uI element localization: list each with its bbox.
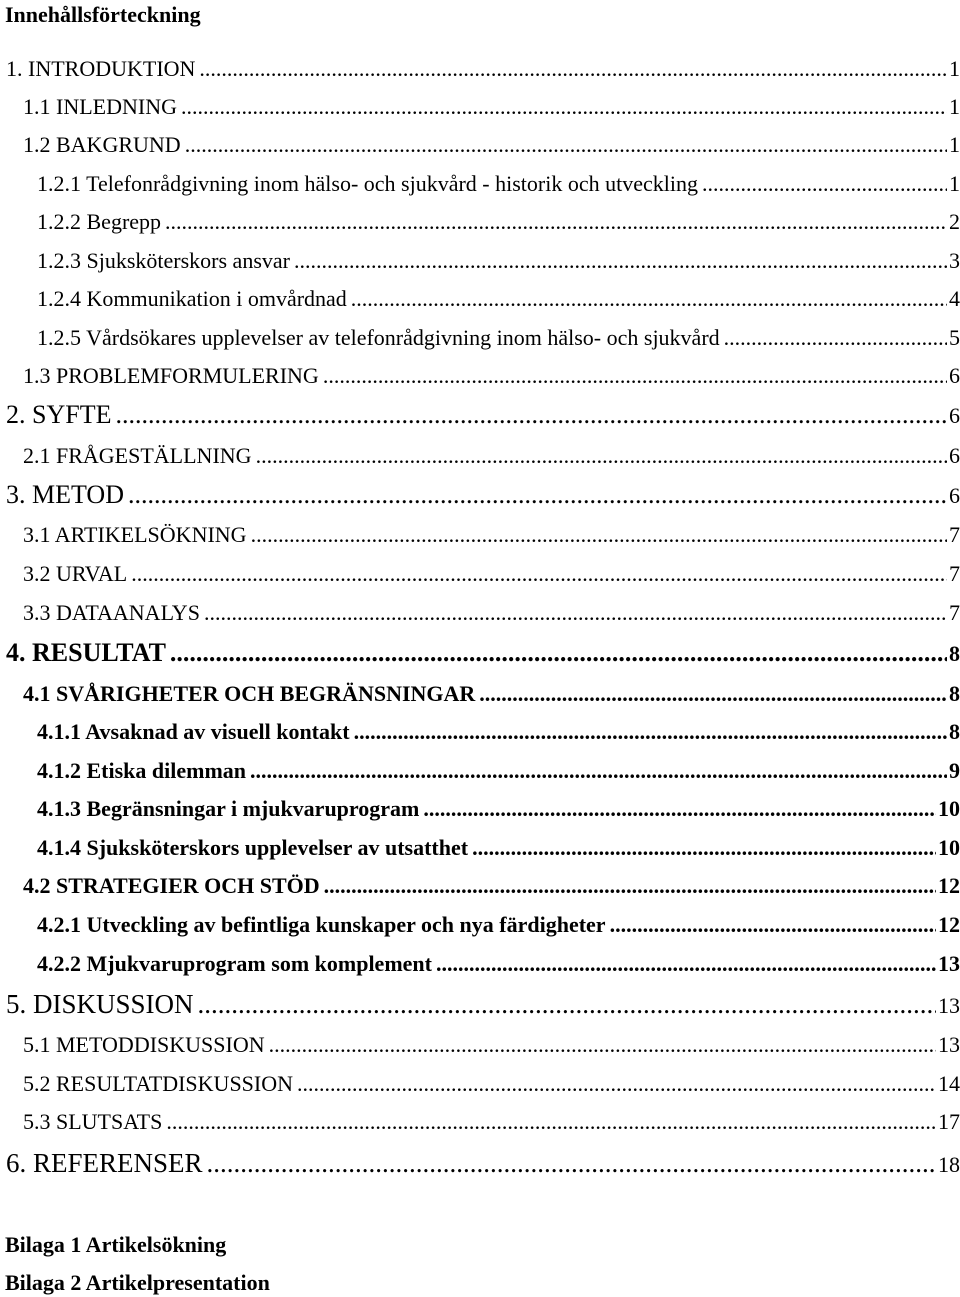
- toc-entry-title: 4.1.3 Begränsningar i mjukvaruprogram: [37, 796, 420, 821]
- toc-entry-title: 1.2 BAKGRUND: [23, 132, 181, 157]
- toc-entry-title: 4.1.2 Etiska dilemman: [37, 758, 247, 783]
- toc-entry-page: 13: [938, 1032, 960, 1057]
- toc-entry-title: 4.1.1 Avsaknad av visuell kontakt: [37, 719, 350, 744]
- toc-entry-page: 6: [949, 443, 960, 468]
- toc-entry-title: 3.3 DATAANALYS: [23, 600, 200, 625]
- toc-leader-dots: [199, 56, 947, 82]
- toc-entry[interactable]: [37, 758, 960, 788]
- toc-leader-dots: [166, 1109, 936, 1135]
- toc-entry[interactable]: [6, 989, 960, 1019]
- toc-entry[interactable]: [37, 325, 960, 355]
- toc-entry-page: 4: [949, 286, 960, 311]
- toc-entry[interactable]: [37, 796, 960, 826]
- toc-entry-title: 5.2 RESULTATDISKUSSION: [23, 1071, 294, 1096]
- toc-entry[interactable]: [23, 873, 960, 903]
- toc-entry-page: 18: [938, 1152, 960, 1177]
- toc-entry-title: 4.1 SVÅRIGHETER OCH BEGRÄNSNINGAR: [23, 681, 476, 706]
- toc-leader-dots: [423, 796, 936, 822]
- toc-entry[interactable]: [37, 835, 960, 865]
- toc-entry-page: 7: [949, 522, 960, 547]
- toc-entry-page: 6: [949, 363, 960, 388]
- toc-entry-page: 6: [949, 403, 960, 428]
- toc-entry[interactable]: [37, 912, 960, 942]
- toc-leader-dots: [610, 912, 936, 938]
- toc-entry[interactable]: [23, 1071, 960, 1101]
- toc-leader-dots: [472, 835, 936, 861]
- toc-leader-dots: [185, 132, 947, 158]
- toc-entry-title: 4.2.1 Utveckling av befintliga kunskaper och nya färdigheter: [37, 912, 606, 937]
- toc-leader-dots: [250, 758, 947, 784]
- toc-entry-page: 3: [949, 248, 960, 273]
- toc-leader-dots: [198, 989, 936, 1020]
- toc-entry-title: 1.2.3 Sjuksköterskors ansvar: [37, 248, 290, 273]
- toc-leader-dots: [170, 638, 947, 668]
- toc-entry-title: 4.1.4 Sjuksköterskors upplevelser av utsatthet: [37, 835, 469, 860]
- toc-leader-dots: [724, 325, 947, 351]
- toc-entry[interactable]: [6, 400, 960, 430]
- toc-entry-title: 1.3 PROBLEMFORMULERING: [23, 363, 319, 388]
- toc-entry-title: 3.1 ARTIKELSÖKNING: [23, 522, 247, 547]
- toc-entry-title: 2. SYFTE: [6, 400, 112, 429]
- toc-entry-title: 5.1 METODDISKUSSION: [23, 1032, 265, 1057]
- toc-leader-dots: [181, 94, 947, 120]
- toc-entry-title: 4.2 STRATEGIER OCH STÖD: [23, 873, 320, 898]
- toc-entry-page: 10: [938, 796, 960, 821]
- toc-leader-dots: [351, 286, 947, 312]
- toc-leader-dots: [115, 400, 947, 430]
- toc-leader-dots: [324, 873, 936, 899]
- toc-leader-dots: [165, 209, 947, 235]
- toc-entry[interactable]: [37, 248, 960, 278]
- toc-leader-dots: [702, 171, 947, 197]
- toc-entry[interactable]: [23, 1032, 960, 1062]
- toc-entry-title: 4.2.2 Mjukvaruprogram som komplement: [37, 951, 432, 976]
- toc-entry-page: 14: [938, 1071, 960, 1096]
- toc-leader-dots: [256, 443, 947, 469]
- toc-leader-dots: [207, 1148, 936, 1179]
- toc-entry[interactable]: [37, 209, 960, 239]
- toc-entry-page: 8: [949, 719, 960, 744]
- toc-entry-page: 17: [938, 1109, 960, 1134]
- toc-entry[interactable]: [23, 600, 960, 630]
- toc-entry-title: 6. REFERENSER: [6, 1148, 203, 1178]
- toc-entry-title: 1. INTRODUKTION: [6, 56, 196, 81]
- toc-entry-page: 8: [949, 641, 960, 666]
- toc-entry-page: 6: [949, 483, 960, 508]
- toc-leader-dots: [128, 480, 947, 510]
- toc-entry-title: 2.1 FRÅGESTÄLLNING: [23, 443, 252, 468]
- toc-entry-page: 1: [949, 132, 960, 157]
- toc-leader-dots: [251, 522, 947, 548]
- toc-entry-title: 5.3 SLUTSATS: [23, 1109, 163, 1134]
- toc-entry-page: 7: [949, 600, 960, 625]
- toc-entry[interactable]: [23, 443, 960, 473]
- toc-entry-page: 10: [938, 835, 960, 860]
- toc-entry[interactable]: [23, 1109, 960, 1139]
- toc-entry-page: 9: [949, 758, 960, 783]
- toc-entry[interactable]: [6, 480, 960, 510]
- toc-entry-page: 8: [949, 681, 960, 706]
- toc-entry-title: 5. DISKUSSION: [6, 989, 194, 1019]
- toc-entry-page: 12: [938, 873, 960, 898]
- toc-entry-title: 1.2.5 Vårdsökares upplevelser av telefonrådgivning inom hälso- och sjukvård: [37, 325, 720, 350]
- toc-entry[interactable]: [37, 719, 960, 749]
- toc-leader-dots: [204, 600, 947, 626]
- toc-entry-page: 1: [949, 171, 960, 196]
- toc-entry[interactable]: [6, 638, 960, 668]
- toc-entry-page: 1: [949, 56, 960, 81]
- toc-entry[interactable]: [23, 94, 960, 124]
- toc-leader-dots: [436, 951, 936, 977]
- toc-entry[interactable]: [6, 1148, 960, 1178]
- toc-entry-title: 1.2.1 Telefonrådgivning inom hälso- och sjukvård - historik och utveckling: [37, 171, 698, 196]
- toc-leader-dots: [479, 681, 947, 707]
- toc-entry-title: 3. METOD: [6, 480, 124, 509]
- toc-entry[interactable]: [37, 951, 960, 981]
- toc-entry[interactable]: [37, 286, 960, 316]
- toc-entry-page: 13: [938, 951, 960, 976]
- appendix-1[interactable]: Bilaga 1 Artikelsökning: [5, 1232, 227, 1257]
- toc-entry[interactable]: [37, 171, 960, 201]
- toc-leader-dots: [323, 363, 947, 389]
- toc-entry-page: 2: [949, 209, 960, 234]
- toc-entry-page: 5: [949, 325, 960, 350]
- toc-entry[interactable]: [23, 132, 960, 162]
- toc-entry[interactable]: [23, 681, 960, 711]
- toc-leader-dots: [131, 561, 947, 587]
- appendix-2[interactable]: Bilaga 2 Artikelpresentation: [5, 1270, 270, 1295]
- toc-entry-title: 1.2.4 Kommunikation i omvårdnad: [37, 286, 347, 311]
- toc-entry-title: 1.1 INLEDNING: [23, 94, 177, 119]
- toc-entry-page: 7: [949, 561, 960, 586]
- toc-leader-dots: [269, 1032, 936, 1058]
- toc-entry-page: 13: [938, 993, 960, 1018]
- toc-entry-title: 3.2 URVAL: [23, 561, 128, 586]
- toc-entry[interactable]: [23, 522, 960, 552]
- toc-entry[interactable]: [6, 56, 960, 86]
- toc-leader-dots: [297, 1071, 936, 1097]
- toc-heading: Innehållsförteckning: [5, 2, 201, 27]
- toc-leader-dots: [294, 248, 947, 274]
- toc-entry-page: 1: [949, 94, 960, 119]
- toc-entry[interactable]: [23, 363, 960, 393]
- toc-entry-page: 12: [938, 912, 960, 937]
- toc-entry[interactable]: [23, 561, 960, 591]
- toc-leader-dots: [354, 719, 947, 745]
- toc-entry-title: 1.2.2 Begrepp: [37, 209, 162, 234]
- toc-entry-title: 4. RESULTAT: [6, 638, 166, 667]
